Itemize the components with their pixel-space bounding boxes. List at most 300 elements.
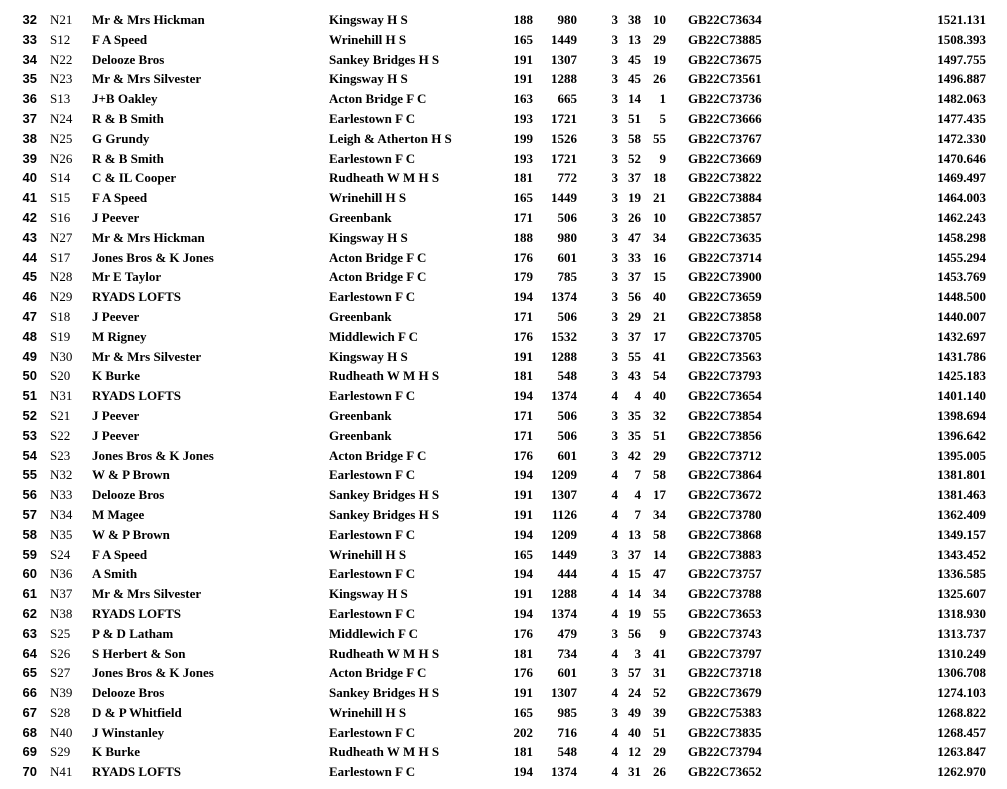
- distance-miles-cell: 171: [513, 209, 533, 225]
- fancier-name-cell: M Magee: [92, 506, 145, 522]
- time-seconds-cell: 1: [659, 91, 666, 107]
- club-cell: Kingsway H S: [329, 12, 408, 27]
- velocity-cell: 1398.694: [937, 407, 986, 423]
- time-hours-cell: 3: [611, 625, 618, 641]
- fancier-name-cell: Delooze Bros: [92, 51, 165, 67]
- ring-number-cell: GB22C73654: [688, 388, 762, 404]
- position-cell: 43: [22, 229, 37, 245]
- section-cell: N21: [50, 12, 73, 27]
- table-row: [0, 248, 1007, 268]
- position-cell: 36: [22, 91, 37, 107]
- club-cell: Acton Bridge F C: [329, 91, 427, 107]
- ring-number-cell: GB22C73788: [688, 586, 762, 602]
- fancier-name-cell: K Burke: [92, 744, 141, 760]
- time-hours-cell: 3: [611, 704, 618, 720]
- table-row: [0, 347, 1007, 367]
- time-minutes-cell: 55: [628, 348, 641, 364]
- ring-number-cell: GB22C73635: [688, 229, 762, 245]
- ring-number-cell: GB22C73669: [688, 150, 762, 166]
- table-row: [0, 208, 1007, 228]
- section-cell: S14: [50, 170, 71, 186]
- time-hours-cell: 3: [611, 150, 618, 166]
- distance-miles-cell: 165: [513, 546, 533, 562]
- time-seconds-cell: 9: [659, 625, 666, 641]
- club-cell: Middlewich F C: [329, 328, 419, 344]
- distance-miles-cell: 188: [513, 229, 533, 245]
- time-seconds-cell: 9: [659, 150, 666, 166]
- distance-yards-cell: 1209: [551, 526, 577, 542]
- time-minutes-cell: 38: [628, 12, 641, 27]
- time-hours-cell: 3: [611, 665, 618, 681]
- time-minutes-cell: 37: [628, 170, 641, 186]
- time-seconds-cell: 26: [653, 71, 666, 87]
- velocity-cell: 1496.887: [937, 71, 986, 87]
- fancier-name-cell: RYADS LOFTS: [92, 289, 182, 305]
- distance-yards-cell: 1307: [551, 685, 577, 701]
- section-cell: N33: [50, 487, 73, 503]
- ring-number-cell: GB22C73858: [688, 308, 762, 324]
- time-minutes-cell: 37: [628, 328, 641, 344]
- time-hours-cell: 3: [611, 407, 618, 423]
- time-seconds-cell: 39: [653, 704, 666, 720]
- time-hours-cell: 4: [611, 586, 618, 602]
- time-hours-cell: 4: [611, 605, 618, 621]
- velocity-cell: 1262.970: [937, 764, 986, 780]
- velocity-cell: 1497.755: [937, 51, 986, 67]
- time-hours-cell: 3: [611, 12, 618, 27]
- table-row: [0, 30, 1007, 50]
- table-row: [0, 624, 1007, 644]
- time-minutes-cell: 26: [628, 209, 641, 225]
- club-cell: Kingsway H S: [329, 586, 408, 602]
- time-minutes-cell: 37: [628, 269, 641, 285]
- club-cell: Kingsway H S: [329, 71, 408, 87]
- time-seconds-cell: 21: [653, 308, 666, 324]
- time-seconds-cell: 58: [653, 467, 666, 483]
- time-minutes-cell: 42: [628, 447, 641, 463]
- time-minutes-cell: 4: [634, 388, 641, 404]
- section-cell: S16: [50, 209, 71, 225]
- time-minutes-cell: 7: [634, 467, 641, 483]
- table-row: [0, 703, 1007, 723]
- club-cell: Sankey Bridges H S: [329, 51, 440, 67]
- distance-yards-cell: 1374: [551, 764, 577, 780]
- ring-number-cell: GB22C73736: [688, 91, 762, 107]
- section-cell: S20: [50, 368, 71, 384]
- time-seconds-cell: 55: [653, 605, 666, 621]
- distance-yards-cell: 548: [557, 368, 577, 384]
- time-hours-cell: 3: [611, 427, 618, 443]
- club-cell: Earlestown F C: [329, 467, 416, 483]
- section-cell: N27: [50, 229, 73, 245]
- time-hours-cell: 4: [611, 388, 618, 404]
- time-minutes-cell: 52: [628, 150, 641, 166]
- position-cell: 46: [22, 289, 37, 305]
- distance-miles-cell: 171: [513, 407, 533, 423]
- fancier-name-cell: G Grundy: [92, 130, 150, 146]
- section-cell: S12: [50, 31, 71, 47]
- club-cell: Rudheath W M H S: [329, 368, 440, 384]
- fancier-name-cell: Mr & Mrs Silvester: [92, 71, 202, 87]
- velocity-cell: 1482.063: [937, 91, 986, 107]
- distance-miles-cell: 191: [513, 348, 533, 364]
- distance-miles-cell: 176: [513, 625, 533, 641]
- distance-miles-cell: 176: [513, 249, 533, 265]
- table-row: [0, 525, 1007, 545]
- fancier-name-cell: K Burke: [92, 368, 141, 384]
- ring-number-cell: GB22C73767: [688, 130, 762, 146]
- distance-miles-cell: 191: [513, 487, 533, 503]
- distance-miles-cell: 191: [513, 586, 533, 602]
- ring-number-cell: GB22C73797: [688, 645, 762, 661]
- fancier-name-cell: F A Speed: [92, 190, 148, 206]
- distance-yards-cell: 1526: [551, 130, 577, 146]
- time-minutes-cell: 24: [628, 685, 641, 701]
- distance-yards-cell: 985: [557, 704, 577, 720]
- club-cell: Earlestown F C: [329, 110, 416, 126]
- section-cell: S24: [50, 546, 71, 562]
- velocity-cell: 1521.131: [937, 12, 986, 27]
- time-seconds-cell: 17: [653, 487, 666, 503]
- time-seconds-cell: 40: [653, 388, 666, 404]
- distance-yards-cell: 506: [557, 407, 577, 423]
- section-cell: N40: [50, 724, 73, 740]
- velocity-cell: 1274.103: [937, 685, 986, 701]
- fancier-name-cell: Delooze Bros: [92, 685, 165, 701]
- velocity-cell: 1508.393: [937, 31, 986, 47]
- table-row: [0, 327, 1007, 347]
- time-seconds-cell: 21: [653, 190, 666, 206]
- position-cell: 39: [22, 150, 37, 166]
- table-row: [0, 742, 1007, 762]
- section-cell: N25: [50, 130, 73, 146]
- position-cell: 48: [22, 328, 37, 344]
- position-cell: 70: [22, 764, 37, 780]
- distance-yards-cell: 1307: [551, 487, 577, 503]
- table-row: [0, 69, 1007, 89]
- distance-yards-cell: 1374: [551, 289, 577, 305]
- distance-miles-cell: 176: [513, 447, 533, 463]
- time-seconds-cell: 40: [653, 289, 666, 305]
- fancier-name-cell: Mr & Mrs Silvester: [92, 348, 202, 364]
- ring-number-cell: GB22C73563: [688, 348, 762, 364]
- position-cell: 61: [22, 586, 37, 602]
- velocity-cell: 1381.463: [937, 487, 986, 503]
- velocity-cell: 1306.708: [937, 665, 986, 681]
- club-cell: Wrinehill H S: [329, 31, 407, 47]
- ring-number-cell: GB22C73666: [688, 110, 762, 126]
- velocity-cell: 1425.183: [937, 368, 986, 384]
- table-row: [0, 723, 1007, 743]
- position-cell: 66: [22, 685, 37, 701]
- time-seconds-cell: 41: [653, 348, 666, 364]
- distance-miles-cell: 181: [513, 170, 533, 186]
- club-cell: Rudheath W M H S: [329, 170, 440, 186]
- time-hours-cell: 4: [611, 685, 618, 701]
- velocity-cell: 1395.005: [937, 447, 986, 463]
- position-cell: 35: [22, 71, 37, 87]
- distance-yards-cell: 1209: [551, 467, 577, 483]
- club-cell: Earlestown F C: [329, 289, 416, 305]
- velocity-cell: 1440.007: [937, 308, 986, 324]
- velocity-cell: 1336.585: [937, 566, 986, 582]
- ring-number-cell: GB22C73864: [688, 467, 762, 483]
- club-cell: Wrinehill H S: [329, 190, 407, 206]
- section-cell: S13: [50, 91, 71, 107]
- distance-yards-cell: 601: [557, 249, 577, 265]
- distance-yards-cell: 734: [557, 645, 577, 661]
- time-seconds-cell: 15: [653, 269, 666, 285]
- position-cell: 45: [22, 269, 37, 285]
- fancier-name-cell: RYADS LOFTS: [92, 605, 182, 621]
- time-minutes-cell: 45: [628, 71, 641, 87]
- table-row: [0, 545, 1007, 565]
- table-row: [0, 564, 1007, 584]
- club-cell: Acton Bridge F C: [329, 269, 427, 285]
- table-row: [0, 109, 1007, 129]
- distance-yards-cell: 980: [557, 12, 577, 27]
- time-hours-cell: 4: [611, 724, 618, 740]
- section-cell: S28: [50, 704, 71, 720]
- position-cell: 57: [22, 506, 37, 522]
- ring-number-cell: GB22C73743: [688, 625, 762, 641]
- time-hours-cell: 4: [611, 506, 618, 522]
- time-seconds-cell: 26: [653, 764, 666, 780]
- position-cell: 63: [22, 625, 37, 641]
- distance-miles-cell: 165: [513, 190, 533, 206]
- section-cell: N35: [50, 526, 73, 542]
- time-hours-cell: 3: [611, 91, 618, 107]
- ring-number-cell: GB22C73679: [688, 685, 762, 701]
- position-cell: 52: [22, 407, 37, 423]
- time-hours-cell: 4: [611, 467, 618, 483]
- time-minutes-cell: 19: [628, 605, 641, 621]
- distance-yards-cell: 1288: [551, 71, 577, 87]
- time-hours-cell: 3: [611, 269, 618, 285]
- distance-miles-cell: 194: [513, 289, 533, 305]
- club-cell: Earlestown F C: [329, 764, 416, 780]
- ring-number-cell: GB22C73900: [688, 269, 762, 285]
- fancier-name-cell: Delooze Bros: [92, 487, 165, 503]
- distance-miles-cell: 188: [513, 12, 533, 27]
- section-cell: S15: [50, 190, 71, 206]
- fancier-name-cell: J Peever: [92, 407, 140, 423]
- time-seconds-cell: 16: [653, 249, 666, 265]
- time-minutes-cell: 47: [628, 229, 641, 245]
- time-minutes-cell: 15: [628, 566, 641, 582]
- fancier-name-cell: J Peever: [92, 308, 140, 324]
- time-seconds-cell: 51: [653, 724, 666, 740]
- time-minutes-cell: 29: [628, 308, 641, 324]
- distance-yards-cell: 506: [557, 308, 577, 324]
- time-seconds-cell: 47: [653, 566, 666, 582]
- velocity-cell: 1268.457: [937, 724, 986, 740]
- section-cell: N23: [50, 71, 73, 87]
- time-seconds-cell: 10: [653, 12, 666, 27]
- distance-yards-cell: 1126: [551, 506, 577, 522]
- fancier-name-cell: W & P Brown: [92, 526, 170, 542]
- time-hours-cell: 3: [611, 190, 618, 206]
- velocity-cell: 1381.801: [937, 467, 986, 483]
- time-minutes-cell: 31: [628, 764, 641, 780]
- ring-number-cell: GB22C75383: [688, 704, 762, 720]
- section-cell: S26: [50, 645, 71, 661]
- time-minutes-cell: 14: [628, 586, 641, 602]
- table-row: [0, 10, 1007, 30]
- table-row: [0, 188, 1007, 208]
- position-cell: 49: [22, 348, 37, 364]
- section-cell: N41: [50, 764, 73, 780]
- velocity-cell: 1477.435: [937, 110, 986, 126]
- distance-yards-cell: 1288: [551, 586, 577, 602]
- ring-number-cell: GB22C73793: [688, 368, 762, 384]
- club-cell: Greenbank: [329, 209, 392, 225]
- table-row: [0, 228, 1007, 248]
- fancier-name-cell: F A Speed: [92, 546, 148, 562]
- time-seconds-cell: 34: [653, 506, 666, 522]
- distance-miles-cell: 176: [513, 328, 533, 344]
- time-minutes-cell: 13: [628, 526, 641, 542]
- table-row: [0, 683, 1007, 703]
- distance-yards-cell: 980: [557, 229, 577, 245]
- time-hours-cell: 3: [611, 249, 618, 265]
- time-minutes-cell: 19: [628, 190, 641, 206]
- velocity-cell: 1362.409: [937, 506, 986, 522]
- time-hours-cell: 4: [611, 744, 618, 760]
- fancier-name-cell: J Peever: [92, 209, 140, 225]
- time-seconds-cell: 14: [653, 546, 666, 562]
- fancier-name-cell: F A Speed: [92, 31, 148, 47]
- fancier-name-cell: P & D Latham: [92, 625, 174, 641]
- table-row: [0, 50, 1007, 70]
- section-cell: N22: [50, 51, 73, 67]
- time-hours-cell: 4: [611, 526, 618, 542]
- distance-miles-cell: 194: [513, 605, 533, 621]
- time-minutes-cell: 35: [628, 407, 641, 423]
- club-cell: Greenbank: [329, 407, 392, 423]
- time-minutes-cell: 57: [628, 665, 641, 681]
- club-cell: Acton Bridge F C: [329, 447, 427, 463]
- distance-yards-cell: 1449: [551, 546, 577, 562]
- table-row: [0, 386, 1007, 406]
- section-cell: S21: [50, 407, 71, 423]
- club-cell: Rudheath W M H S: [329, 744, 440, 760]
- fancier-name-cell: W & P Brown: [92, 467, 170, 483]
- position-cell: 59: [22, 546, 37, 562]
- ring-number-cell: GB22C73835: [688, 724, 762, 740]
- fancier-name-cell: J Winstanley: [92, 724, 165, 740]
- position-cell: 68: [22, 724, 37, 740]
- position-cell: 53: [22, 427, 37, 443]
- club-cell: Wrinehill H S: [329, 704, 407, 720]
- velocity-cell: 1470.646: [937, 150, 986, 166]
- time-minutes-cell: 7: [634, 506, 641, 522]
- distance-miles-cell: 163: [513, 91, 533, 107]
- time-hours-cell: 4: [611, 645, 618, 661]
- club-cell: Sankey Bridges H S: [329, 506, 440, 522]
- position-cell: 44: [22, 249, 37, 265]
- table-row: [0, 604, 1007, 624]
- table-row: [0, 149, 1007, 169]
- table-row: [0, 168, 1007, 188]
- time-minutes-cell: 12: [628, 744, 641, 760]
- distance-miles-cell: 199: [513, 130, 533, 146]
- distance-yards-cell: 1721: [551, 110, 577, 126]
- time-hours-cell: 3: [611, 328, 618, 344]
- distance-yards-cell: 1307: [551, 51, 577, 67]
- club-cell: Acton Bridge F C: [329, 665, 427, 681]
- time-minutes-cell: 37: [628, 546, 641, 562]
- fancier-name-cell: Jones Bros & K Jones: [92, 249, 214, 265]
- club-cell: Earlestown F C: [329, 526, 416, 542]
- position-cell: 65: [22, 665, 37, 681]
- time-minutes-cell: 4: [634, 487, 641, 503]
- section-cell: S25: [50, 625, 71, 641]
- ring-number-cell: GB22C73854: [688, 407, 762, 423]
- distance-miles-cell: 171: [513, 427, 533, 443]
- position-cell: 40: [22, 170, 37, 186]
- position-cell: 38: [22, 130, 37, 146]
- club-cell: Sankey Bridges H S: [329, 487, 440, 503]
- ring-number-cell: GB22C73705: [688, 328, 762, 344]
- distance-yards-cell: 1449: [551, 31, 577, 47]
- ring-number-cell: GB22C73868: [688, 526, 762, 542]
- fancier-name-cell: S Herbert & Son: [92, 645, 186, 661]
- position-cell: 42: [22, 209, 37, 225]
- time-minutes-cell: 3: [634, 645, 641, 661]
- table-row: [0, 366, 1007, 386]
- distance-yards-cell: 601: [557, 665, 577, 681]
- time-seconds-cell: 51: [653, 427, 666, 443]
- club-cell: Earlestown F C: [329, 724, 416, 740]
- distance-yards-cell: 1532: [551, 328, 577, 344]
- distance-miles-cell: 171: [513, 308, 533, 324]
- section-cell: N39: [50, 685, 73, 701]
- section-cell: N24: [50, 110, 73, 126]
- section-cell: N38: [50, 605, 73, 621]
- table-row: [0, 584, 1007, 604]
- time-hours-cell: 3: [611, 368, 618, 384]
- distance-miles-cell: 194: [513, 467, 533, 483]
- distance-yards-cell: 506: [557, 209, 577, 225]
- section-cell: S27: [50, 665, 71, 681]
- time-minutes-cell: 33: [628, 249, 641, 265]
- club-cell: Acton Bridge F C: [329, 249, 427, 265]
- velocity-cell: 1268.822: [937, 704, 986, 720]
- position-cell: 55: [22, 467, 37, 483]
- time-hours-cell: 4: [611, 566, 618, 582]
- distance-miles-cell: 194: [513, 566, 533, 582]
- section-cell: N30: [50, 348, 73, 364]
- time-minutes-cell: 43: [628, 368, 641, 384]
- velocity-cell: 1310.249: [937, 645, 986, 661]
- section-cell: N26: [50, 150, 73, 166]
- velocity-cell: 1448.500: [937, 289, 986, 305]
- section-cell: S23: [50, 447, 71, 463]
- table-row: [0, 89, 1007, 109]
- distance-yards-cell: 548: [557, 744, 577, 760]
- club-cell: Earlestown F C: [329, 150, 416, 166]
- time-seconds-cell: 29: [653, 31, 666, 47]
- table-row: [0, 644, 1007, 664]
- distance-miles-cell: 191: [513, 51, 533, 67]
- position-cell: 54: [22, 447, 37, 463]
- position-cell: 64: [22, 645, 37, 661]
- position-cell: 67: [22, 704, 37, 720]
- distance-miles-cell: 202: [513, 724, 533, 740]
- distance-yards-cell: 479: [557, 625, 577, 641]
- distance-yards-cell: 1288: [551, 348, 577, 364]
